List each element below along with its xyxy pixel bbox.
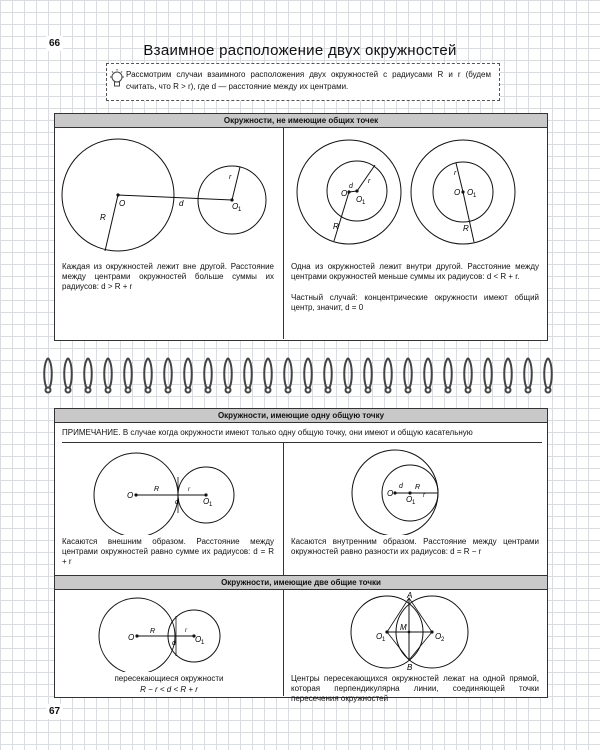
svg-text:r: r xyxy=(454,170,457,177)
page-number-bottom: 67 xyxy=(46,704,63,719)
spiral-ring xyxy=(64,358,72,390)
svg-text:1: 1 xyxy=(201,640,205,646)
svg-text:O: O xyxy=(356,195,363,204)
spiral-hole xyxy=(346,388,351,393)
intro-text: Рассмотрим случаи взаимного расположения двух окружностей с радиусами R и r (будем считать, что R > r), где d — расстояние между их центрами. xyxy=(126,70,491,91)
svg-text:O: O xyxy=(467,188,474,197)
spiral-hole xyxy=(266,388,271,393)
svg-text:O: O xyxy=(127,491,134,500)
label-sub1: 1 xyxy=(238,207,242,213)
svg-text:R: R xyxy=(154,486,160,493)
caption-intersecting: пересекающиеся окружности xyxy=(114,674,224,683)
spiral-hole xyxy=(206,388,211,393)
spiral-ring xyxy=(44,358,52,390)
spiral-hole xyxy=(386,388,391,393)
spiral-hole xyxy=(286,388,291,393)
svg-text:R: R xyxy=(463,224,469,233)
label-r: r xyxy=(229,174,232,181)
lightbulb-icon xyxy=(109,68,125,94)
svg-text:d: d xyxy=(172,640,176,647)
diagram-internal-circles xyxy=(284,128,546,256)
svg-text:d: d xyxy=(399,483,403,490)
svg-text:O: O xyxy=(341,189,348,198)
svg-text:r: r xyxy=(423,493,425,499)
spiral-hole xyxy=(66,388,71,393)
spiral-hole xyxy=(486,388,491,393)
spiral-ring xyxy=(444,358,452,390)
svg-text:A: A xyxy=(407,591,413,600)
spiral-ring xyxy=(404,358,412,390)
svg-text:O: O xyxy=(454,188,461,197)
svg-text:O: O xyxy=(406,495,413,504)
svg-text:1: 1 xyxy=(382,637,386,643)
page-title: Взаимное расположение двух окружностей xyxy=(143,42,457,59)
spiral-hole xyxy=(546,388,551,393)
svg-text:O: O xyxy=(435,632,442,641)
svg-text:O: O xyxy=(376,632,383,641)
spiral-hole xyxy=(146,388,151,393)
diagram-internal-tangent xyxy=(284,443,546,535)
spiral-hole xyxy=(106,388,111,393)
svg-text:r: r xyxy=(188,487,190,493)
caption-internal-tangent: Касаются внутренним образом. Расстояние между центрами окружностей равно разности их радиусов: d = R − r xyxy=(291,537,539,556)
svg-text:1: 1 xyxy=(209,502,213,508)
svg-text:2: 2 xyxy=(441,637,445,643)
svg-text:1: 1 xyxy=(473,193,477,199)
spiral-hole xyxy=(46,388,51,393)
spiral-ring xyxy=(504,358,512,390)
spiral-hole xyxy=(366,388,371,393)
svg-text:d: d xyxy=(349,183,353,190)
caption-concentric: Частный случай: концентрические окружности имеют общий центр, значит, d = 0 xyxy=(291,293,539,312)
svg-text:R: R xyxy=(415,484,421,491)
spiral-hole xyxy=(306,388,311,393)
svg-text:O: O xyxy=(195,635,202,644)
spiral-ring xyxy=(324,358,332,390)
svg-text:r: r xyxy=(185,628,187,634)
spiral-hole xyxy=(326,388,331,393)
spiral-hole xyxy=(466,388,471,393)
spiral-ring xyxy=(484,358,492,390)
caption-internal: Одна из окружностей лежит внутри другой. Расстояние между центрами окружностей меньше суммы их радиусов: d < R + r. xyxy=(291,262,539,281)
spiral-ring xyxy=(304,358,312,390)
svg-text:R: R xyxy=(333,222,339,231)
spiral-ring xyxy=(384,358,392,390)
svg-text:r: r xyxy=(368,178,371,185)
diagram-intersecting xyxy=(55,590,283,672)
diagram-external-circles xyxy=(55,128,283,256)
section-header: Окружности, не имеющие общих точек xyxy=(55,114,547,128)
spiral-ring xyxy=(104,358,112,390)
caption-intersecting-formula: R − r < d < R + r xyxy=(140,685,198,694)
spiral-hole xyxy=(426,388,431,393)
spiral-hole xyxy=(86,388,91,393)
svg-text:O: O xyxy=(128,633,135,642)
spiral-hole xyxy=(526,388,531,393)
svg-text:M: M xyxy=(400,623,407,632)
spiral-hole xyxy=(246,388,251,393)
spiral-ring xyxy=(84,358,92,390)
svg-text:B: B xyxy=(407,663,413,672)
spiral-ring xyxy=(224,358,232,390)
diagram-external-tangent xyxy=(55,443,283,535)
note-text: ПРИМЕЧАНИЕ. В случае когда окружности имеют только одну общую точку, они имеют и общую касательную xyxy=(62,426,542,443)
label-R: R xyxy=(100,213,106,222)
label-O: O xyxy=(119,199,126,208)
spiral-ring xyxy=(424,358,432,390)
spiral-hole xyxy=(406,388,411,393)
svg-text:d: d xyxy=(175,499,179,506)
svg-text:O: O xyxy=(203,497,210,506)
section-header: Окружности, имеющие две общие точки xyxy=(55,576,547,590)
label-O1: O xyxy=(232,202,239,211)
section-header: Окружности, имеющие одну общую точку xyxy=(55,409,547,423)
spiral-ring xyxy=(164,358,172,390)
spiral-ring xyxy=(144,358,152,390)
svg-text:O: O xyxy=(387,489,394,498)
page-number-top: 66 xyxy=(46,36,63,51)
caption-external-tangent: Касаются внешним образом. Расстояние между центрами окружностей равно сумме их радиусов: d = R + r xyxy=(62,537,274,566)
spiral-hole xyxy=(506,388,511,393)
spiral-ring xyxy=(244,358,252,390)
spiral-ring xyxy=(184,358,192,390)
spiral-hole xyxy=(226,388,231,393)
spiral-ring xyxy=(124,358,132,390)
spiral-hole xyxy=(126,388,131,393)
label-d: d xyxy=(179,199,184,208)
spiral-binding xyxy=(40,354,560,394)
spiral-ring xyxy=(524,358,532,390)
spiral-ring xyxy=(204,358,212,390)
svg-text:1: 1 xyxy=(412,500,416,506)
spiral-ring xyxy=(264,358,272,390)
svg-text:1: 1 xyxy=(362,200,366,206)
caption-external: Каждая из окружностей лежит вне другой. Расстояние между центрами окружностей больше суммы их радиусов: d > R + r xyxy=(62,262,274,291)
spiral-hole xyxy=(166,388,171,393)
spiral-hole xyxy=(186,388,191,393)
spiral-ring xyxy=(284,358,292,390)
diagram-common-chord xyxy=(284,590,546,672)
caption-common-chord: Центры пересекающихся окружностей лежат на одной прямой, которая перпендикулярна линии, соединяющей точки пересечения окружностей xyxy=(291,674,539,703)
spiral-ring xyxy=(364,358,372,390)
spiral-ring xyxy=(544,358,552,390)
spiral-ring xyxy=(464,358,472,390)
svg-text:R: R xyxy=(150,628,156,635)
spiral-hole xyxy=(446,388,451,393)
spiral-ring xyxy=(344,358,352,390)
